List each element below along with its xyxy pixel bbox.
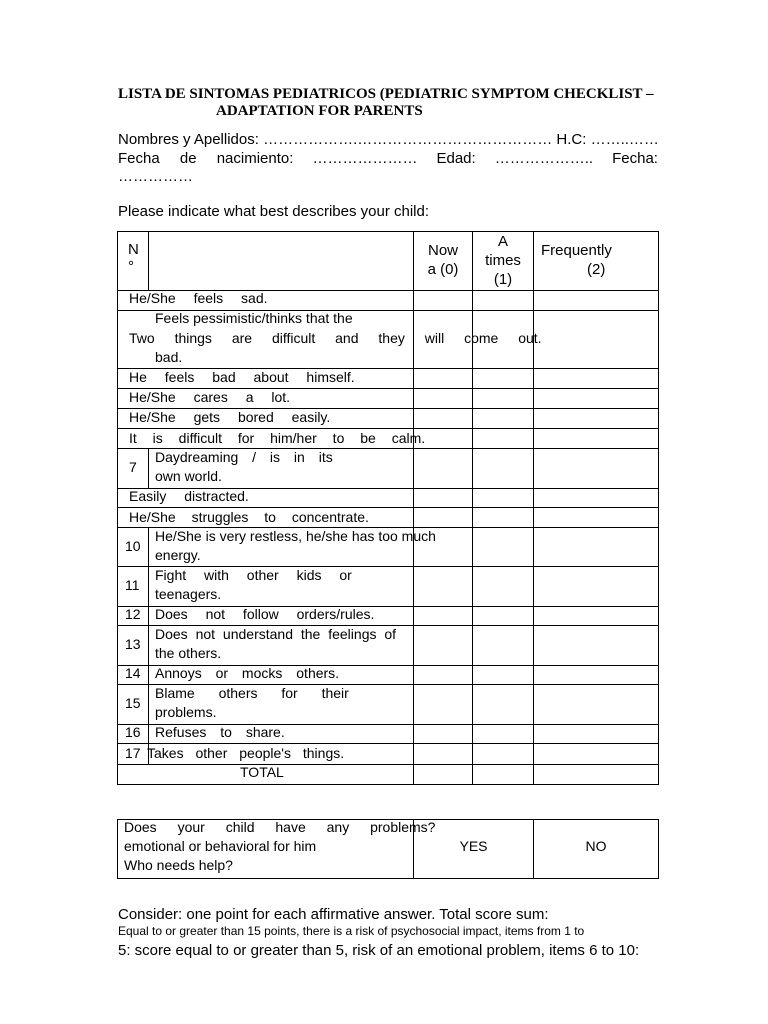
header-times [473,232,533,289]
date-label: Fecha: [612,150,658,167]
hc-label: H.C: [556,131,587,148]
yes-option[interactable]: YES [459,838,488,854]
title-line-1: LISTA DE SINTOMAS PEDIATRICOS (PEDIATRIC SYMPTOM CHECKLIST – [118,86,654,102]
item-3-text: He feels bad about himself. [129,369,355,385]
item-15-line1: Blame others for their [155,685,349,701]
title-line-2: ADAPTATION FOR PARENTS [216,103,423,119]
item-15-number: 15 [125,695,141,711]
item-2-line1: Feels pessimistic/thinks that the [155,310,353,326]
header-number: N ° [128,241,139,275]
names-label: Nombres y Apellidos: [118,131,259,148]
item-2-line2: Two things are difficult and they will come out. [129,330,542,346]
footer-line-2: Equal to or greater than 15 points, there is a risk of psychosocial impact, items from 1 to [118,924,585,938]
item-14-number: 14 [125,665,141,681]
item-12-number: 12 [125,606,141,622]
header-times-line3: (1) [493,271,513,288]
header-now-line2: a (0) [427,261,459,278]
item-7-line2: own world. [155,468,222,484]
footer-line-1: Consider: one point for each affirmative answer. Total score sum: [118,906,549,923]
item-11-line1: Fight with other kids or [155,567,352,583]
no-option[interactable]: NO [585,838,607,854]
item-10-number: 10 [125,538,141,554]
names-row [118,131,659,148]
item-13-line2: the others. [155,645,222,661]
item-11-number: 11 [125,577,140,593]
header-now [414,241,472,279]
footer-line-3: 5: score equal to or greater than 5, risk of an emotional problem, items 6 to 10: [118,942,640,959]
total-label: TOTAL [240,764,284,780]
item-11-line2: teenagers. [155,586,222,602]
item-9-text: He/She struggles to concentrate. [129,509,369,525]
item-4-text: He/She cares a lot. [129,389,291,405]
age-field[interactable]: ……………….. [494,150,594,167]
birth-label: Fecha de nacimiento: [118,150,294,167]
item-17-number: 17 [125,745,141,761]
birth-field[interactable]: ………………… [312,150,418,167]
header-frequently [541,241,612,279]
help-question-line1: Does your child have any problems? [124,819,436,835]
item-7-number: 7 [129,459,137,475]
item-17-text: Takes other people's things. [147,745,345,761]
item-8-text: Easily distracted. [129,488,249,504]
item-10-line1: He/She is very restless, he/she has too much [155,528,436,544]
birth-row [118,150,658,167]
header-freq-line2: (2) [587,261,606,278]
item-5-text: He/She gets bored easily. [129,409,331,425]
item-16-number: 16 [125,724,141,740]
item-16-text: Refuses to share. [155,724,285,740]
age-label: Edad: [436,150,476,167]
help-question-line2: emotional or behavioral for him [124,838,317,854]
help-question-line3: Who needs help? [124,857,233,873]
item-10-line2: energy. [155,547,201,563]
item-15-line2: problems. [155,704,217,720]
item-6-text: It is difficult for him/her to be calm. [129,430,426,446]
header-times-line1: A [497,233,508,250]
header-times-line2: times [485,252,521,269]
item-7-line1: Daydreaming / is in its [155,449,333,465]
item-1-text: He/She feels sad. [129,290,268,306]
header-now-line1: Now [427,242,458,259]
item-13-line1: Does not understand the feelings of [155,626,397,642]
item-2-line3: bad. [155,349,183,365]
item-12-text: Does not follow orders/rules. [155,606,375,622]
item-14-text: Annoys or mocks others. [155,665,340,681]
instruction-text: Please indicate what best describes your child: [118,203,430,220]
names-field[interactable]: ……………….………………………………… [263,131,553,148]
item-13-number: 13 [125,636,141,652]
date-field[interactable]: …………… [118,168,193,185]
header-freq-line1: Frequently [541,242,612,259]
hc-field[interactable]: ……..…… [590,131,659,148]
